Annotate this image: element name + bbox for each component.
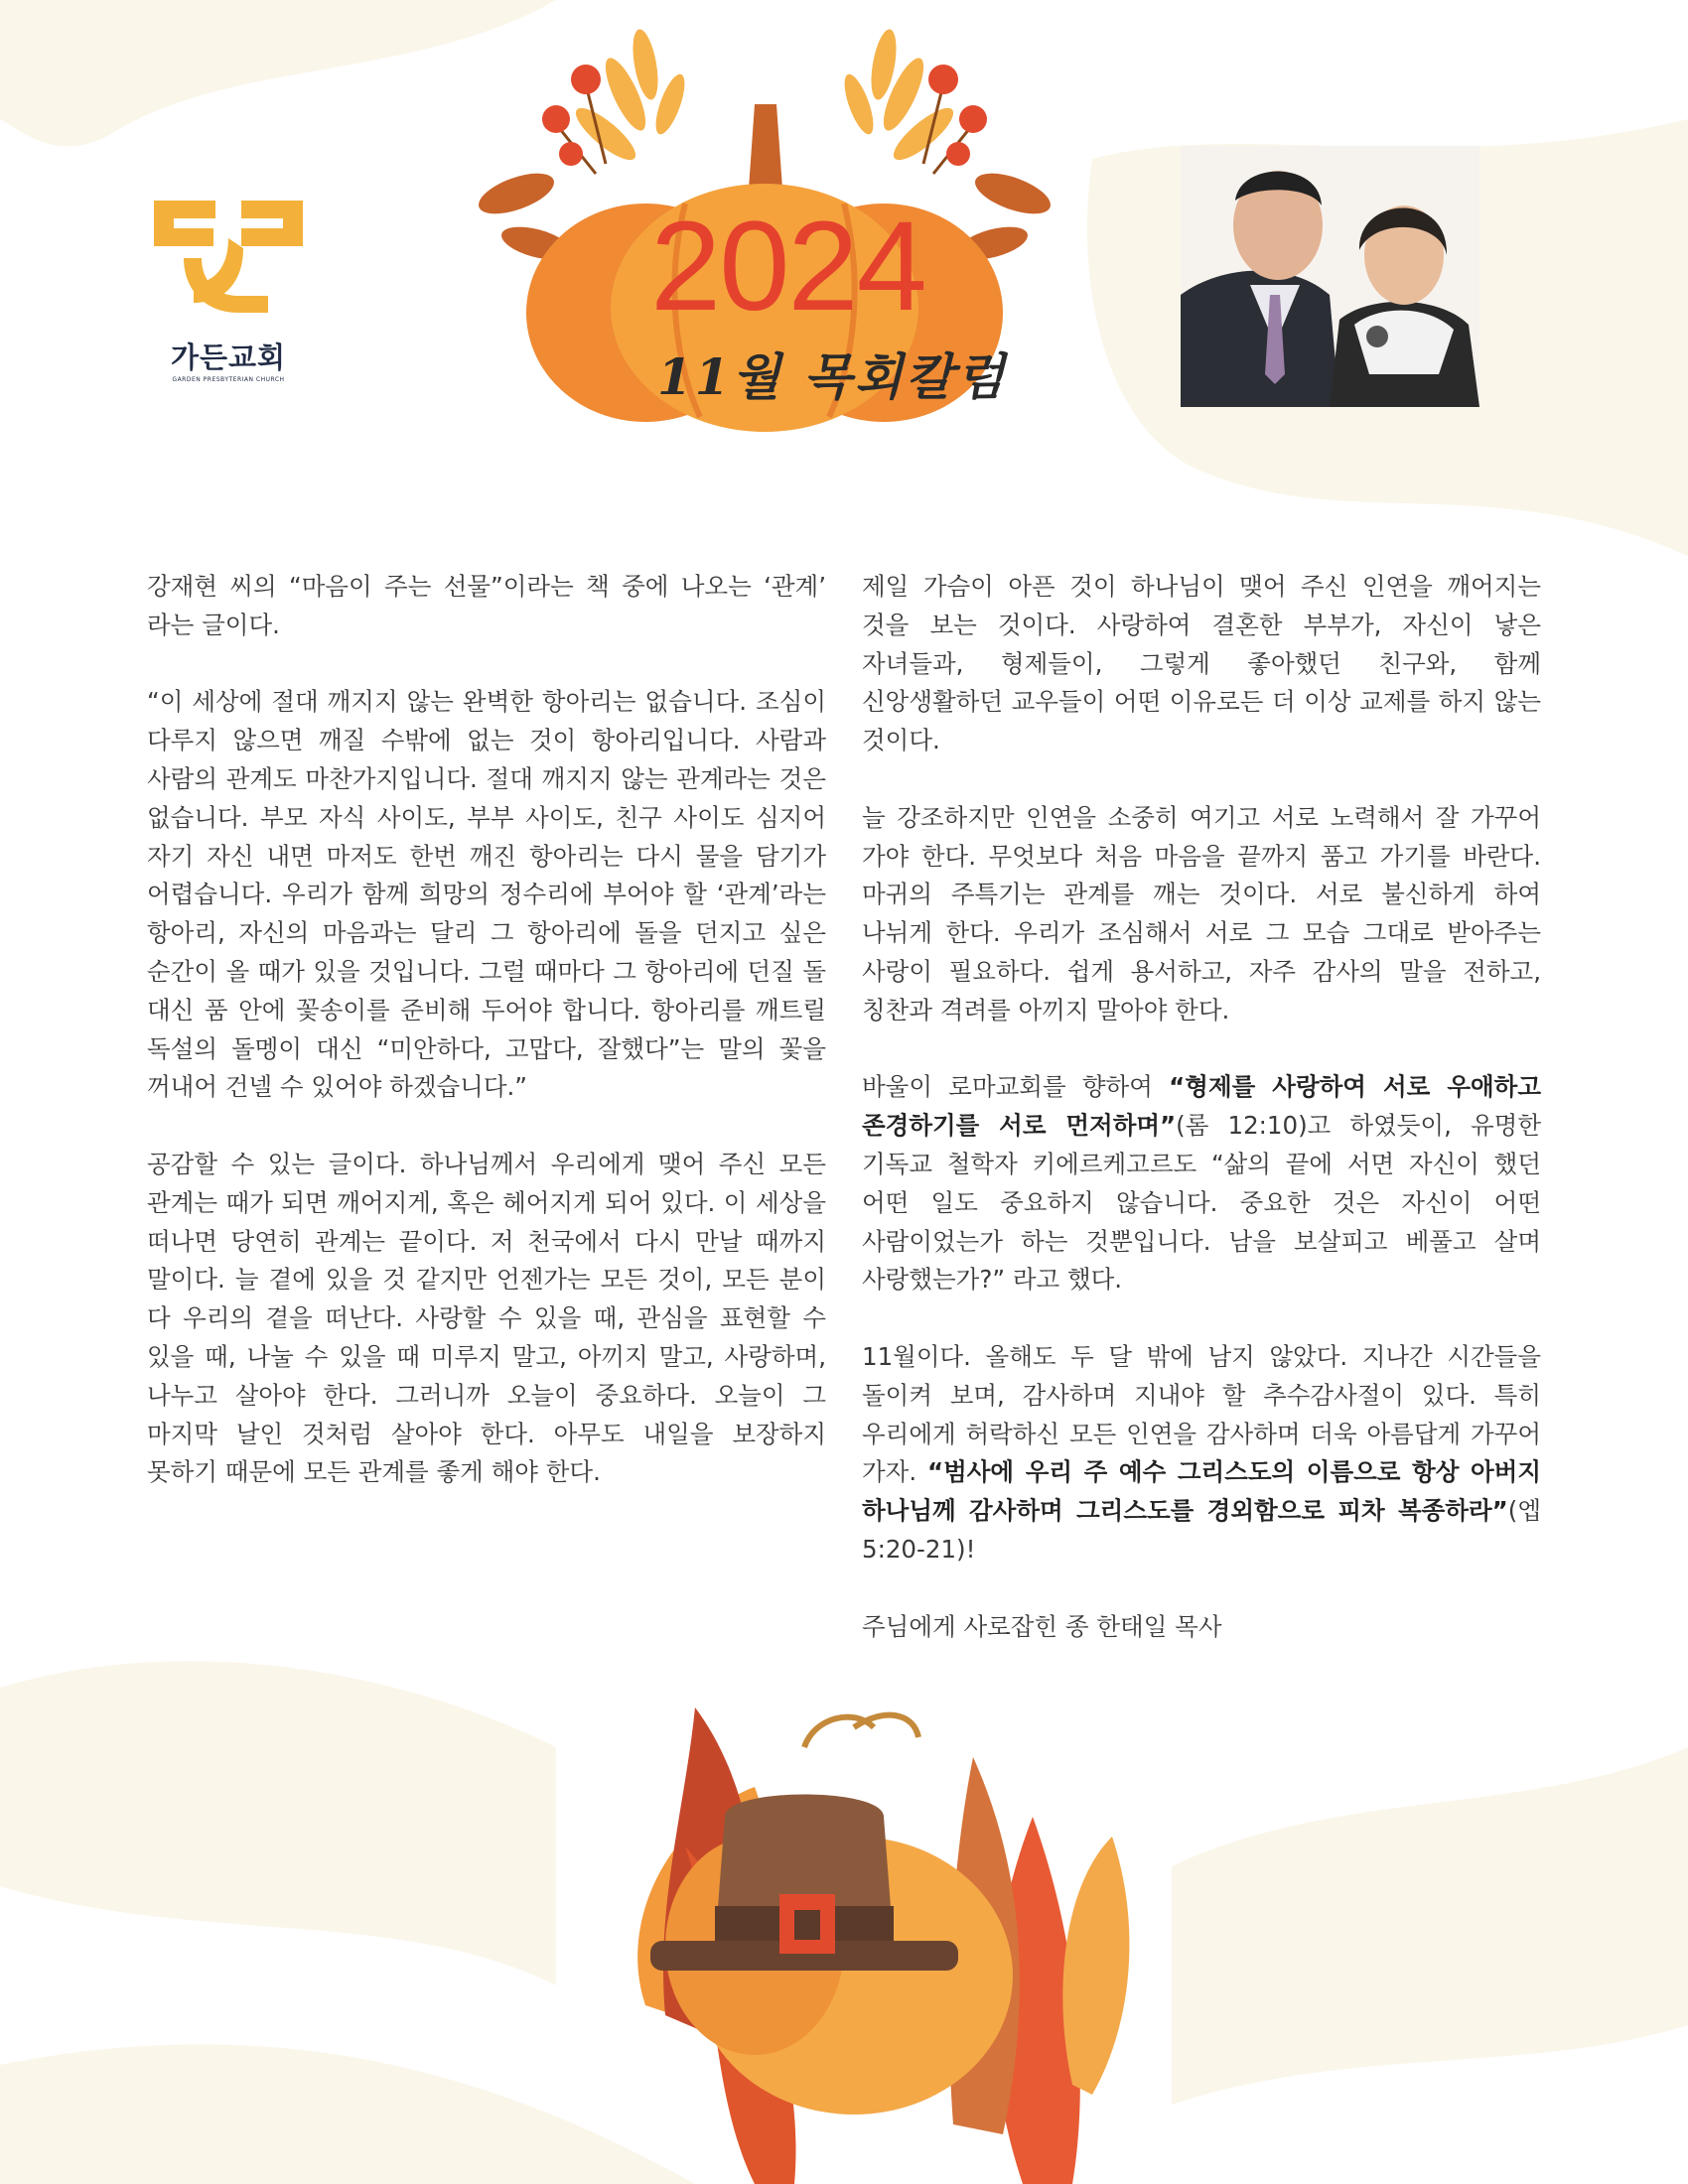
paragraph: 공감할 수 있는 글이다. 하나님께서 우리에게 맺어 주신 모든 관계는 때가 되면 깨어지게, 혹은 헤어지게 되어 있다. 이 세상을 떠나면 당연히 관계는 끝이다. 저 천국에서 다시 만날 때까지 말이다. 늘 곁에 있을 것 같지만 언젠가는 모든 것이, 모든 분이 다 우리의 곁을 떠난다. 사랑할 수 있을 때, 관심을 표현할 수 있을 때, 나눌 수 있을 때 미루지 말고, 아끼지 말고, 사랑하며, 나누고 살아야 한다. 그러니까 오늘이 중요하다. 오늘이 그 마지막 날인 것처럼 살아야 한다. 아무도 내일을 보장하지 못하기 때문에 모든 관계를 좋게 해야 한다. bbox=[147, 1149, 826, 1487]
paragraph: 제일 가슴이 아픈 것이 하나님이 맺어 주신 인연을 깨어지는 것을 보는 것이다. 사랑하여 결혼한 부부가, 자신이 낳은 자녀들과, 형제들이, 그렇게 좋아했던 친구와, 함께 신앙생활하던 교우들이 어떤 이유로든 더 이상 교제를 하지 않는 것이다. bbox=[862, 572, 1541, 755]
pastor-couple-photo bbox=[1181, 146, 1479, 407]
signature: 주님에게 사로잡힌 종 한태일 목사 bbox=[862, 1611, 1222, 1641]
bible-quote: “범사에 우리 주 예수 그리스도의 이름으로 항상 아버지 하나님께 감사하며 그리스도를 경외함으로 피차 복종하라” bbox=[862, 1457, 1541, 1526]
paragraph: 강재현 씨의 “마음이 주는 선물”이라는 책 중에 나오는 ‘관계’ 라는 글이다. bbox=[147, 572, 826, 639]
year-heading: 2024 bbox=[650, 196, 925, 338]
church-name-english: GARDEN PRESBYTERIAN CHURCH bbox=[172, 376, 285, 383]
paragraph: 늘 강조하지만 인연을 소중히 여기고 서로 노력해서 잘 가꾸어 가야 한다. 무엇보다 처음 마음을 끝까지 품고 가기를 바란다. 마귀의 주특기는 관계를 깨는 것이다. 서로 불신하게 하여 나뉘게 한다. 우리가 조심해서 서로 그 모습 그대로 받아주는 사랑이 필요하다. 쉽게 용서하고, 자주 감사의 말을 전하고, 칭찬과 격려를 아끼지 말아야 한다. bbox=[862, 802, 1541, 1024]
right-column bbox=[862, 568, 1541, 1685]
paragraph bbox=[862, 1338, 1541, 1570]
text-run: (엡 5:20-21)! bbox=[862, 1496, 1541, 1564]
left-column bbox=[147, 568, 826, 1531]
paragraph: “이 세상에 절대 깨지지 않는 완벽한 항아리는 없습니다. 조심이 다루지 않으면 깨질 수밖에 없는 것이 항아리입니다. 사람과 사람의 관계도 마찬가지입니다. 절대 깨지지 않는 관계라는 것은 없습니다. 부모 자식 사이도, 부부 사이도, 친구 사이도 심지어 자기 자신 내면 마저도 한번 깨진 항아리는 다시 물을 담기가 어렵습니다. 우리가 함께 희망의 정수리에 부어야 할 ‘관계’라는 항아리, 자신의 마음과는 달리 그 항아리에 돌을 던지고 싶은 순간이 올 때가 있을 것입니다. 그럴 때마다 그 항아리에 던질 돌 대신 품 안에 꽃송이를 준비해 두어야 합니다. 항아리를 깨트릴 독설의 돌멩이 대신 “미안하다, 고맙다, 잘했다”는 말의 꽃을 꺼내어 건넬 수 있어야 하겠습니다.” bbox=[147, 687, 826, 1102]
column-title: 11월 목회칼럼 bbox=[657, 347, 1008, 406]
text-run: 바울이 로마교회를 향하여 bbox=[862, 1072, 1170, 1102]
text-run: (롬 12:10)고 하였듯이, 유명한 기독교 철학자 키에르케고르도 “삶의 끝에 서면 자신이 했던 어떤 일도 중요하지 않습니다. 중요한 것은 자신이 어떤 사람이었는가 하는 것뿐입니다. 남을 보살피고 베풀고 살며 사랑했는가?” 라고 했다. bbox=[862, 1111, 1541, 1295]
paragraph bbox=[862, 1068, 1541, 1299]
church-name: 가든교회 bbox=[170, 341, 287, 374]
text-run: 11월이다. 올해도 두 달 밖에 남지 않았다. 지나간 시간들을 돌이켜 보며, 감사하며 지내야 할 추수감사절이 있다. 특히 우리에게 허락하신 모든 인연을 감사하며 더욱 아름답게 가꾸어 가자. bbox=[862, 1341, 1541, 1487]
church-logo bbox=[139, 189, 318, 383]
church-logo-icon bbox=[144, 189, 313, 328]
pilgrim-hat-illustration bbox=[556, 1668, 1172, 2184]
bible-quote: “형제를 사랑하여 서로 우애하고 존경하기를 서로 먼저하며” bbox=[862, 1072, 1541, 1141]
